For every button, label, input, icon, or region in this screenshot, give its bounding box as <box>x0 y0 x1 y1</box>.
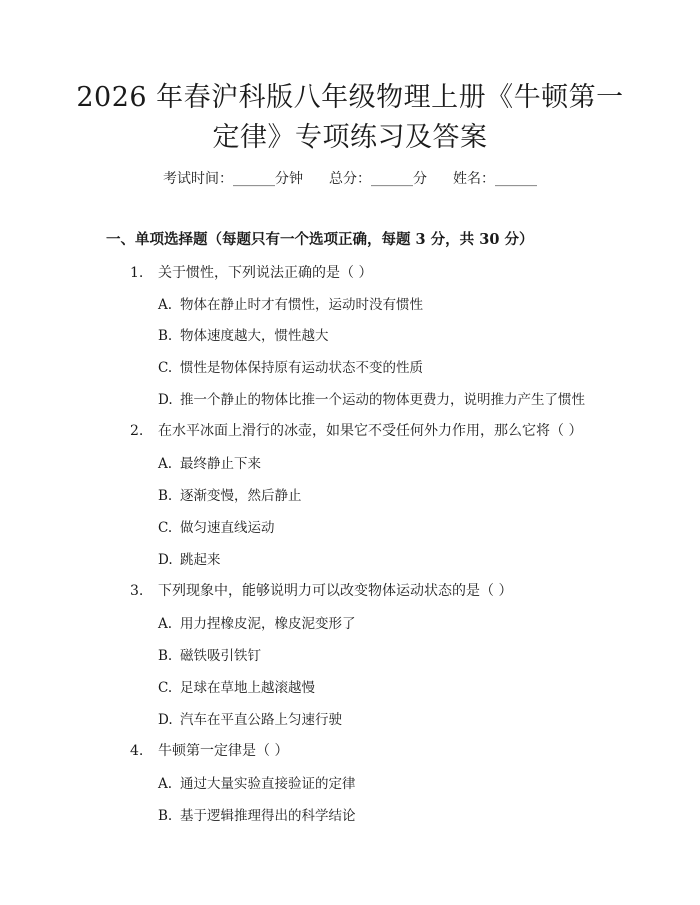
option <box>158 548 221 568</box>
exam-meta <box>0 168 700 188</box>
option-label: C. <box>158 680 173 696</box>
option-text: 逐渐变慢，然后静止 <box>180 488 302 504</box>
option <box>158 452 261 472</box>
option <box>158 484 302 504</box>
option <box>158 772 356 792</box>
question-text: 在水平冰面上滑行的冰壶，如果它不受任何外力作用，那么它将（ ） <box>158 423 583 439</box>
option-text: 惯性是物体保持原有运动状态不变的性质 <box>180 360 423 376</box>
option-text: 物体速度越大，惯性越大 <box>180 328 329 344</box>
option-text: 通过大量实验直接验证的定律 <box>180 776 356 792</box>
option-label: B. <box>158 648 173 664</box>
option-label: B. <box>158 808 173 824</box>
title-line-1: 2026 年春沪科版八年级物理上册《牛顿第一 <box>76 82 624 113</box>
option <box>158 804 356 824</box>
option <box>158 708 342 728</box>
option-text: 足球在草地上越滚越慢 <box>180 680 315 696</box>
option <box>158 293 423 313</box>
option <box>158 676 315 696</box>
option-label: A. <box>158 297 173 313</box>
option <box>158 324 329 344</box>
document-title <box>60 78 640 158</box>
option-text: 做匀速直线运动 <box>180 520 275 536</box>
section-heading: 一、单项选择题（每题只有一个选项正确，每题 3 分，共 30 分） <box>106 231 534 248</box>
option-text: 跳起来 <box>180 552 221 568</box>
total-score: 总分：______分 <box>329 171 427 187</box>
option-text: 物体在静止时才有惯性，运动时没有惯性 <box>180 297 423 313</box>
option-label: D. <box>158 392 173 408</box>
option <box>158 612 356 632</box>
question-text: 下列现象中，能够说明力可以改变物体运动状态的是（ ） <box>158 583 513 599</box>
option-label: C. <box>158 360 173 376</box>
option-text: 最终静止下来 <box>180 456 261 472</box>
option <box>158 388 585 408</box>
question-text: 关于惯性，下列说法正确的是（ ） <box>158 265 373 281</box>
question-1 <box>130 262 372 282</box>
option-text: 用力捏橡皮泥，橡皮泥变形了 <box>180 616 356 632</box>
question-number: 1. <box>130 265 144 281</box>
option <box>158 516 275 536</box>
title-line-2: 定律》专项练习及答案 <box>212 122 488 153</box>
question-number: 3. <box>130 583 144 599</box>
option-text: 磁铁吸引铁钉 <box>180 648 261 664</box>
student-name: 姓名：______ <box>453 171 537 187</box>
option <box>158 644 261 664</box>
option-text: 基于逻辑推理得出的科学结论 <box>180 808 356 824</box>
option-label: A. <box>158 616 173 632</box>
option-label: A. <box>158 456 173 472</box>
option-label: B. <box>158 328 173 344</box>
option-text: 推一个静止的物体比推一个运动的物体更费力，说明推力产生了惯性 <box>180 392 585 408</box>
option-label: D. <box>158 552 173 568</box>
question-number: 4. <box>130 743 144 759</box>
option-label: A. <box>158 776 173 792</box>
option-label: D. <box>158 712 173 728</box>
question-text: 牛顿第一定律是（ ） <box>158 743 289 759</box>
question-number: 2. <box>130 423 144 439</box>
option-label: B. <box>158 488 173 504</box>
option-label: C. <box>158 520 173 536</box>
exam-time: 考试时间：______分钟 <box>163 171 303 187</box>
question-3 <box>130 580 512 600</box>
question-2 <box>130 420 582 440</box>
option <box>158 356 423 376</box>
option-text: 汽车在平直公路上匀速行驶 <box>180 712 342 728</box>
question-4 <box>130 740 288 760</box>
